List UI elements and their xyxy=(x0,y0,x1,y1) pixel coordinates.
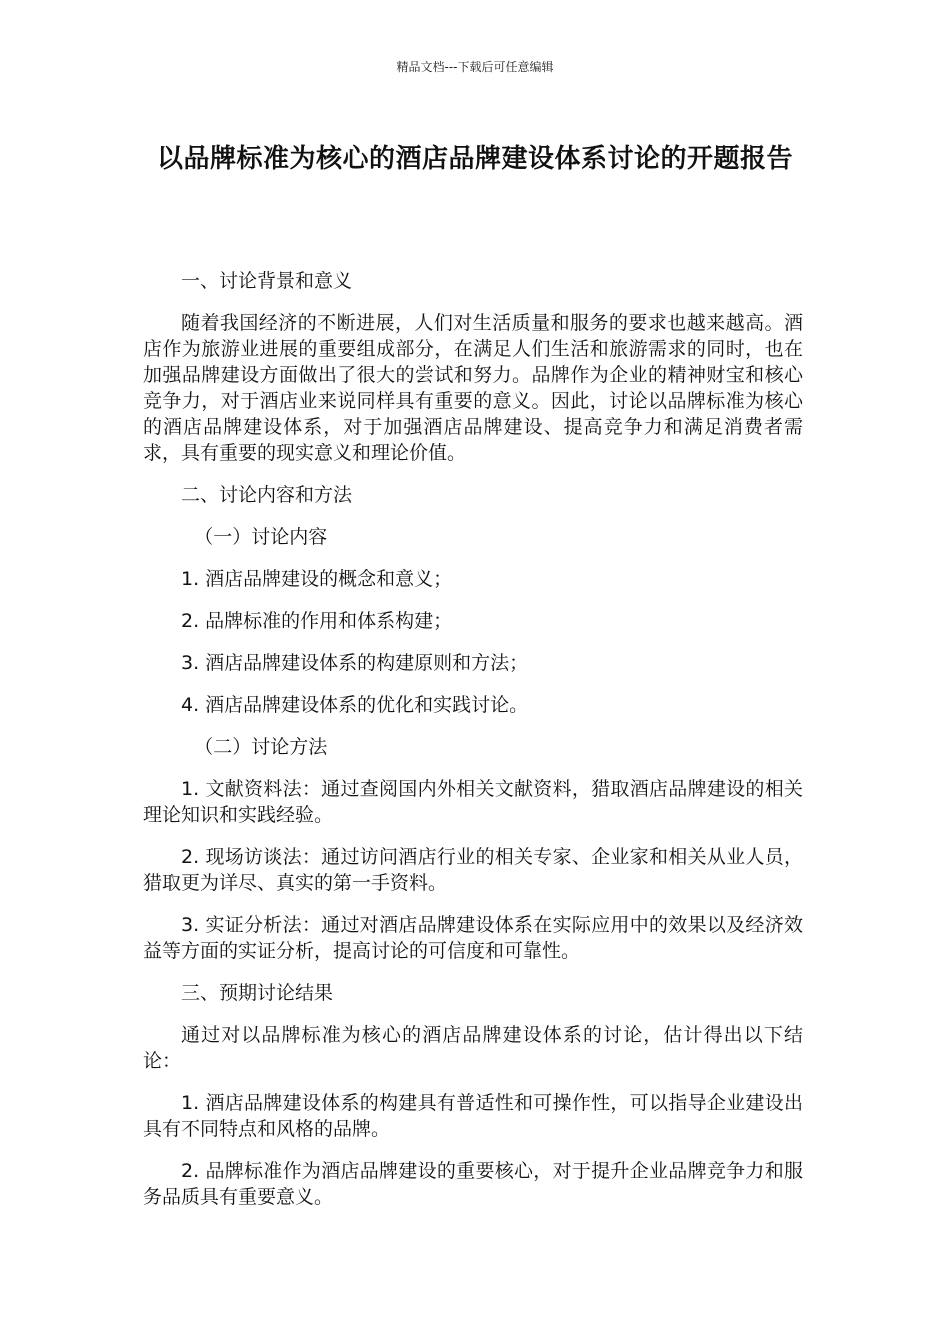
document-body xyxy=(143,268,803,1226)
method-item: 3. 实证分析法：通过对酒店品牌建设体系在实际应用中的效果以及经济效益等方面的实证分析，提高讨论的可信度和可靠性。 xyxy=(143,914,803,962)
paragraph-background: 随着我国经济的不断进展，人们对生活质量和服务的要求也越来越高。酒店作为旅游业进展的重要组成部分，在满足人们生活和旅游需求的同时，也在加强品牌建设方面做出了很大的尝试和努力。品牌作为企业的精神财宝和核心竞争力，对于酒店业来说同样具有重要的意义。因此，讨论以品牌标准为核心的酒店品牌建设体系，对于加强酒店品牌建设、提高竞争力和满足消费者需求，具有重要的现实意义和理论价值。 xyxy=(143,312,803,464)
subheading-content: （一）讨论内容 xyxy=(194,526,328,548)
method-item: 1. 文献资料法：通过查阅国内外相关文献资料，猎取酒店品牌建设的相关理论知识和实践经验。 xyxy=(143,778,803,826)
list-item: 2. 品牌标准的作用和体系构建； xyxy=(181,610,453,632)
subheading-methods: （二）讨论方法 xyxy=(194,736,328,758)
section-heading-content-methods: 二、讨论内容和方法 xyxy=(181,484,353,506)
list-item: 4. 酒店品牌建设体系的优化和实践讨论。 xyxy=(181,694,529,716)
method-item: 2. 现场访谈法：通过访问酒店行业的相关专家、企业家和相关从业人员，猎取更为详尽、真实的第一手资料。 xyxy=(143,846,803,894)
header-note: 精品文档---下载后可任意编辑 xyxy=(396,60,554,74)
result-item: 2. 品牌标准作为酒店品牌建设的重要核心，对于提升企业品牌竞争力和服务品质具有重要意义。 xyxy=(143,1160,803,1208)
list-item: 1. 酒店品牌建设的概念和意义； xyxy=(181,568,453,590)
section-heading-background: 一、讨论背景和意义 xyxy=(181,270,353,292)
document-title: 以品牌标准为核心的酒店品牌建设体系讨论的开题报告 xyxy=(156,144,793,174)
paragraph-expected-results: 通过对以品牌标准为核心的酒店品牌建设体系的讨论，估计得出以下结论： xyxy=(143,1024,803,1072)
section-heading-expected-results: 三、预期讨论结果 xyxy=(181,982,334,1004)
list-item: 3. 酒店品牌建设体系的构建原则和方法； xyxy=(181,652,529,674)
result-item: 1. 酒店品牌建设体系的构建具有普适性和可操作性，可以指导企业建设出具有不同特点和风格的品牌。 xyxy=(143,1092,803,1140)
